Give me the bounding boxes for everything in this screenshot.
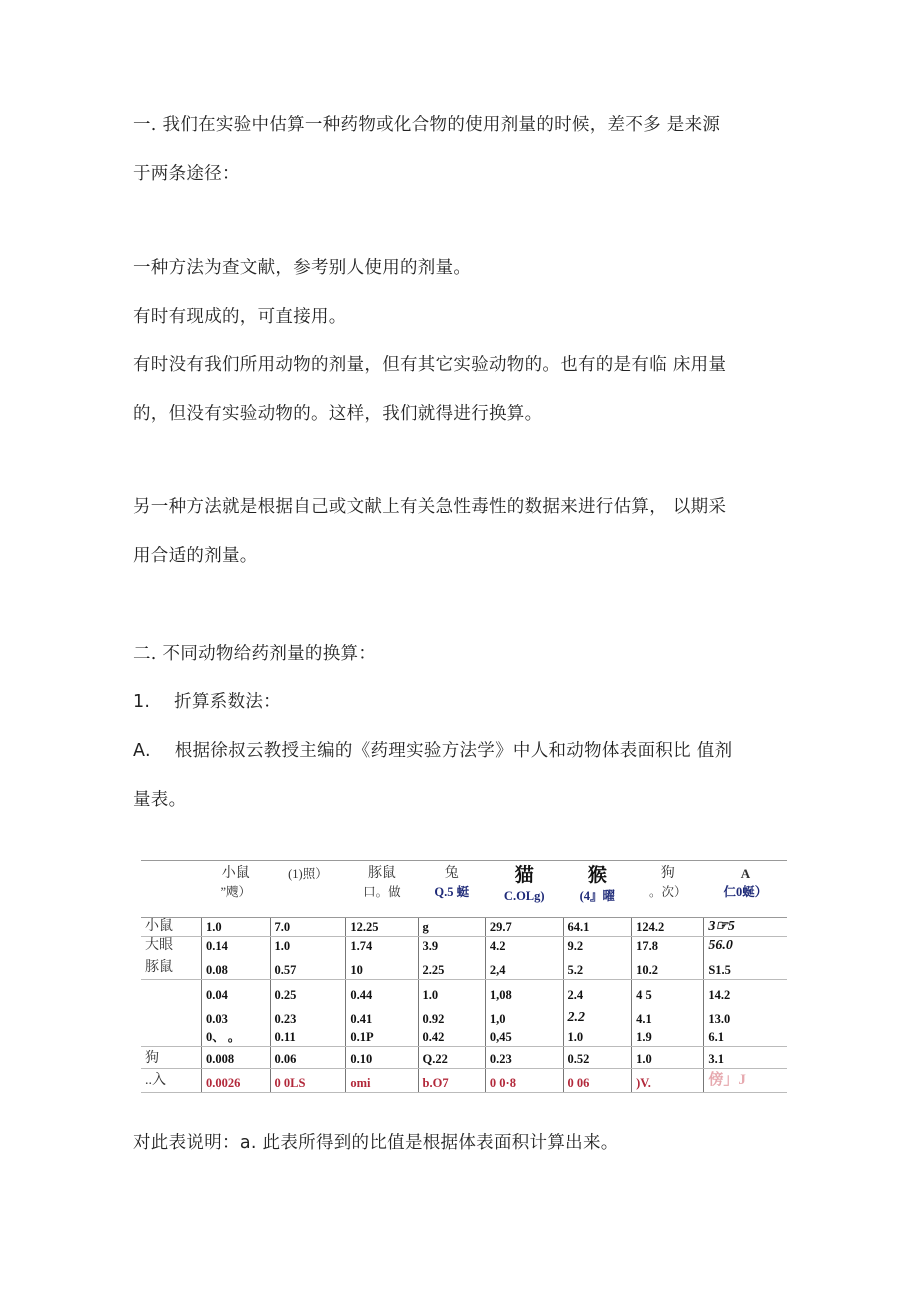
- paragraph-method-1: 一种方法为查文献，参考别人使用的剂量。: [133, 258, 472, 278]
- header-dog: 狗 。次）: [632, 861, 704, 918]
- paragraph-table-intro: 量表。: [133, 790, 187, 810]
- paragraph-no-dose-2: 的，但没有实验动物的。这样，我们就得进行换算。: [133, 404, 543, 424]
- table-row: 豚鼠 0.08 0.57 10 2.25 2,4 5.2 10.2 S1.5: [141, 955, 787, 980]
- paragraph-intro-1: 一. 我们在实验中估算一种药物或化合物的使用剂量的时候，差不多 是来源: [133, 115, 721, 135]
- table-row: 0.04 0.25 0.44 1.0 1,08 2.4 4 5 14.2: [141, 980, 787, 1005]
- paragraph-method-2b: 用合适的剂量。: [133, 546, 258, 566]
- list-letter: A.: [133, 741, 151, 761]
- paragraph-intro-2: 于两条途径：: [133, 164, 240, 184]
- header-rat: (1)照）: [270, 861, 346, 918]
- list-item-a: [133, 741, 732, 761]
- header-rabbit: 兔 Q.5 蜓: [418, 861, 485, 918]
- paragraph-method-2a: 另一种方法就是根据自己或文献上有关急性毒性的数据来进行估算， 以期采: [133, 497, 727, 517]
- header-cat: 猫 C.OLg): [485, 861, 563, 918]
- list-text: 折算系数法：: [174, 692, 281, 712]
- list-item-coefficient-method: [133, 692, 281, 712]
- list-text: 根据徐叔云教授主编的《药理实验方法学》中人和动物体表面积比 值剂: [174, 741, 733, 761]
- table-note-text: a. 此表所得到的比值是根据体表面积计算出来。: [239, 1133, 619, 1153]
- table-header-row: [141, 861, 787, 918]
- table-row: 狗 0.008 0.06 0.10 Q.22 0.23 0.52 1.0 3.1: [141, 1047, 787, 1069]
- table-row: ..入 0.0026 0 0LS omi b.O7 0 0·8 0 06 )V. 傍」J: [141, 1069, 787, 1093]
- table-row: 大眼 0.14 1.0 1.74 3.9 4.2 9.2 17.8 56.0: [141, 937, 787, 956]
- table-row: 0、 。 0.11 0.1P 0.42 0,45 1.0 1.9 6.1: [141, 1028, 787, 1047]
- table-corner: [141, 861, 202, 918]
- header-mouse: 小鼠 ”飕）: [202, 861, 271, 918]
- paragraph-no-dose-1: 有时没有我们所用动物的剂量，但有其它实验动物的。也有的是有临 床用量: [133, 355, 727, 375]
- table-note: [133, 1133, 619, 1153]
- header-monkey: 猴 (4』曜: [563, 861, 632, 918]
- paragraph-direct-use: 有时有现成的，可直接用。: [133, 307, 347, 327]
- list-number: 1.: [133, 692, 151, 712]
- table-row: 0.03 0.23 0.41 0.92 1,0 2.2 4.1 13.0: [141, 1004, 787, 1028]
- body-surface-ratio-table: [141, 860, 787, 1093]
- section-heading-conversion: 二. 不同动物给药剂量的换算：: [133, 644, 377, 664]
- table-row: 小鼠 1.0 7.0 12.25 g 29.7 64.1 124.2 3☞5: [141, 918, 787, 937]
- header-guinea-pig: 豚鼠 口。做: [346, 861, 418, 918]
- header-human: A 仁0蜒）: [704, 861, 787, 918]
- table-note-label: 对此表说明：: [133, 1133, 240, 1153]
